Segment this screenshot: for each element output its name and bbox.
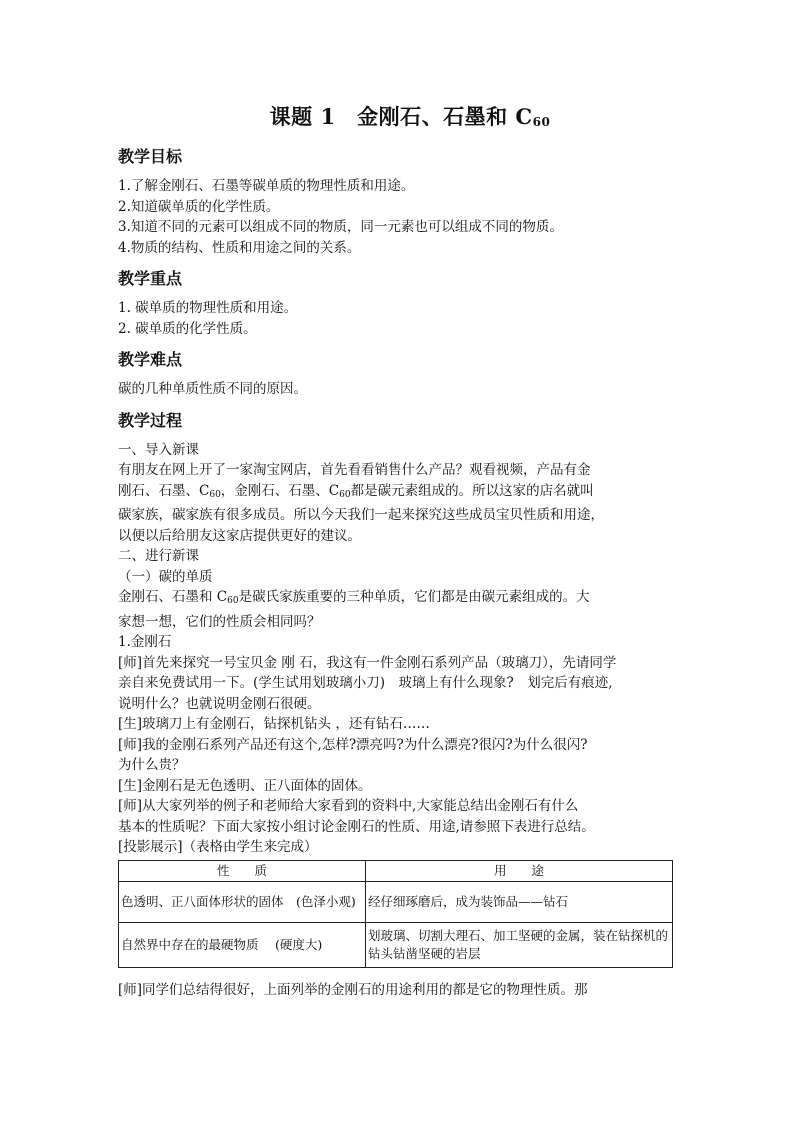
intro-heading: 一、导入新课 [118,441,199,458]
objective-item: 3.知道不同的元素可以组成不同的物质，同一元素也可以组成不同的物质。 [118,219,563,235]
objective-item: 1.了解金刚石、石墨等碳单质的物理性质和用途。 [118,178,415,194]
intro-text: 都是碳元素组成的。所以这家的店名就叫 [350,482,594,499]
key-point-item: 1. 碳单质的物理性质和用途。 [118,300,298,316]
section-text: 金刚石、石墨和 C [118,589,228,605]
projection-line: [投影展示]（表格由学生来完成） [118,839,318,855]
dialogue-line: 为什么贵？ [118,757,186,773]
section-heading: （一）碳的单质 [118,568,213,585]
c60-subscript: 60 [209,489,221,500]
intro-line [118,481,678,506]
dialogue-line: 基本的性质呢？下面大家按小组讨论金刚石的性质、用途,请参照下表进行总结。 [118,818,595,835]
key-points-heading: 教学重点 [118,269,183,288]
table-cell-use: 经仔细琢磨后，成为装饰品——钻石 [366,881,673,922]
table-header-cell: 用 途 [366,860,673,881]
table-header-cell: 性 质 [119,860,366,881]
objective-item: 2.知道碳单质的化学性质。 [118,198,280,215]
title-text: 课题 1 金刚石、石墨和 C [269,104,533,129]
dialogue-line: [师]从大家列举的例子和老师给大家看到的资料中,大家能总结出金刚石有什么 [118,798,579,814]
dialogue-line: [生]玻璃刀上有金刚石，钻探机钻头 ，还有钻石…… [118,716,430,732]
dialogue-line: [师]同学们总结得很好，上面列举的金刚石的用途利用的都是它的物理性质。那 [118,981,588,998]
objectives-heading: 教学目标 [118,147,183,166]
page-title [130,100,690,134]
intro-line: 有朋友在网上开了一家淘宝网店，首先看看销售什么产品？观看视频，产品有金 [118,462,591,478]
table-row [119,881,673,922]
dialogue-line: 说明什么？也就说明金刚石很硬。 [118,695,321,712]
table-cell-property: 自然界中存在的最硬物质 (硬度大) [119,922,366,967]
c60-subscript: 60 [339,489,351,500]
dialogue-line: 亲自来免费试用一下。(学生试用划玻璃小刀) 玻璃上有什么现象? 划完后有痕迹, [118,675,613,691]
key-point-item: 2. 碳单质的化学性质。 [118,320,257,337]
intro-line: 以便以后给朋友这家店提供更好的建议。 [118,527,361,544]
process-heading: 教学过程 [118,410,183,430]
section-text: 是碳氏家族重要的三种单质，它们都是由碳元素组成的。大 [238,589,590,605]
table-row [119,922,673,967]
objective-item: 4.物质的结构、性质和用途之间的关系。 [118,239,361,256]
intro-text: 刚石、石墨、C [118,482,210,499]
section-line [118,587,678,612]
table-header-row [119,860,673,881]
difficulty-item: 碳的几种单质性质不同的原因。 [118,381,307,397]
dialogue-line: [师]首先来探究一号宝贝金 刚 石，我这有一件金刚石系列产品（玻璃刀），先请同学 [118,654,617,671]
table-cell-use: 划玻璃、切割大理石、加工坚硬的金属，装在钻探机的钻头钻凿坚硬的岩层 [366,922,673,967]
diamond-properties-table [118,860,673,968]
dialogue-line: [师]我的金刚石系列产品还有这个,怎样?漂亮吗?为什么漂亮?很闪?为什么很闪? [118,736,588,753]
difficulties-heading: 教学难点 [118,350,183,369]
intro-text: ，金刚石、石墨、C [220,482,340,499]
title-subscript: 60 [532,115,551,129]
section-line: 家想一想，它们的性质会相同吗？ [118,613,321,630]
intro-line: 碳家族，碳家族有很多成员。所以今天我们一起来探究这些成员宝贝性质和用途， [118,507,604,523]
new-lesson-heading: 二、进行新课 [118,548,199,564]
diamond-heading: 1.金刚石 [118,634,172,650]
document-page [118,100,678,1000]
dialogue-line: [生]金刚石是无色透明、正八面体的固体。 [118,777,372,794]
table-cell-property: 色透明、正八面体形状的固体 (色泽小观) [119,881,366,922]
c60-subscript: 60 [227,596,239,606]
